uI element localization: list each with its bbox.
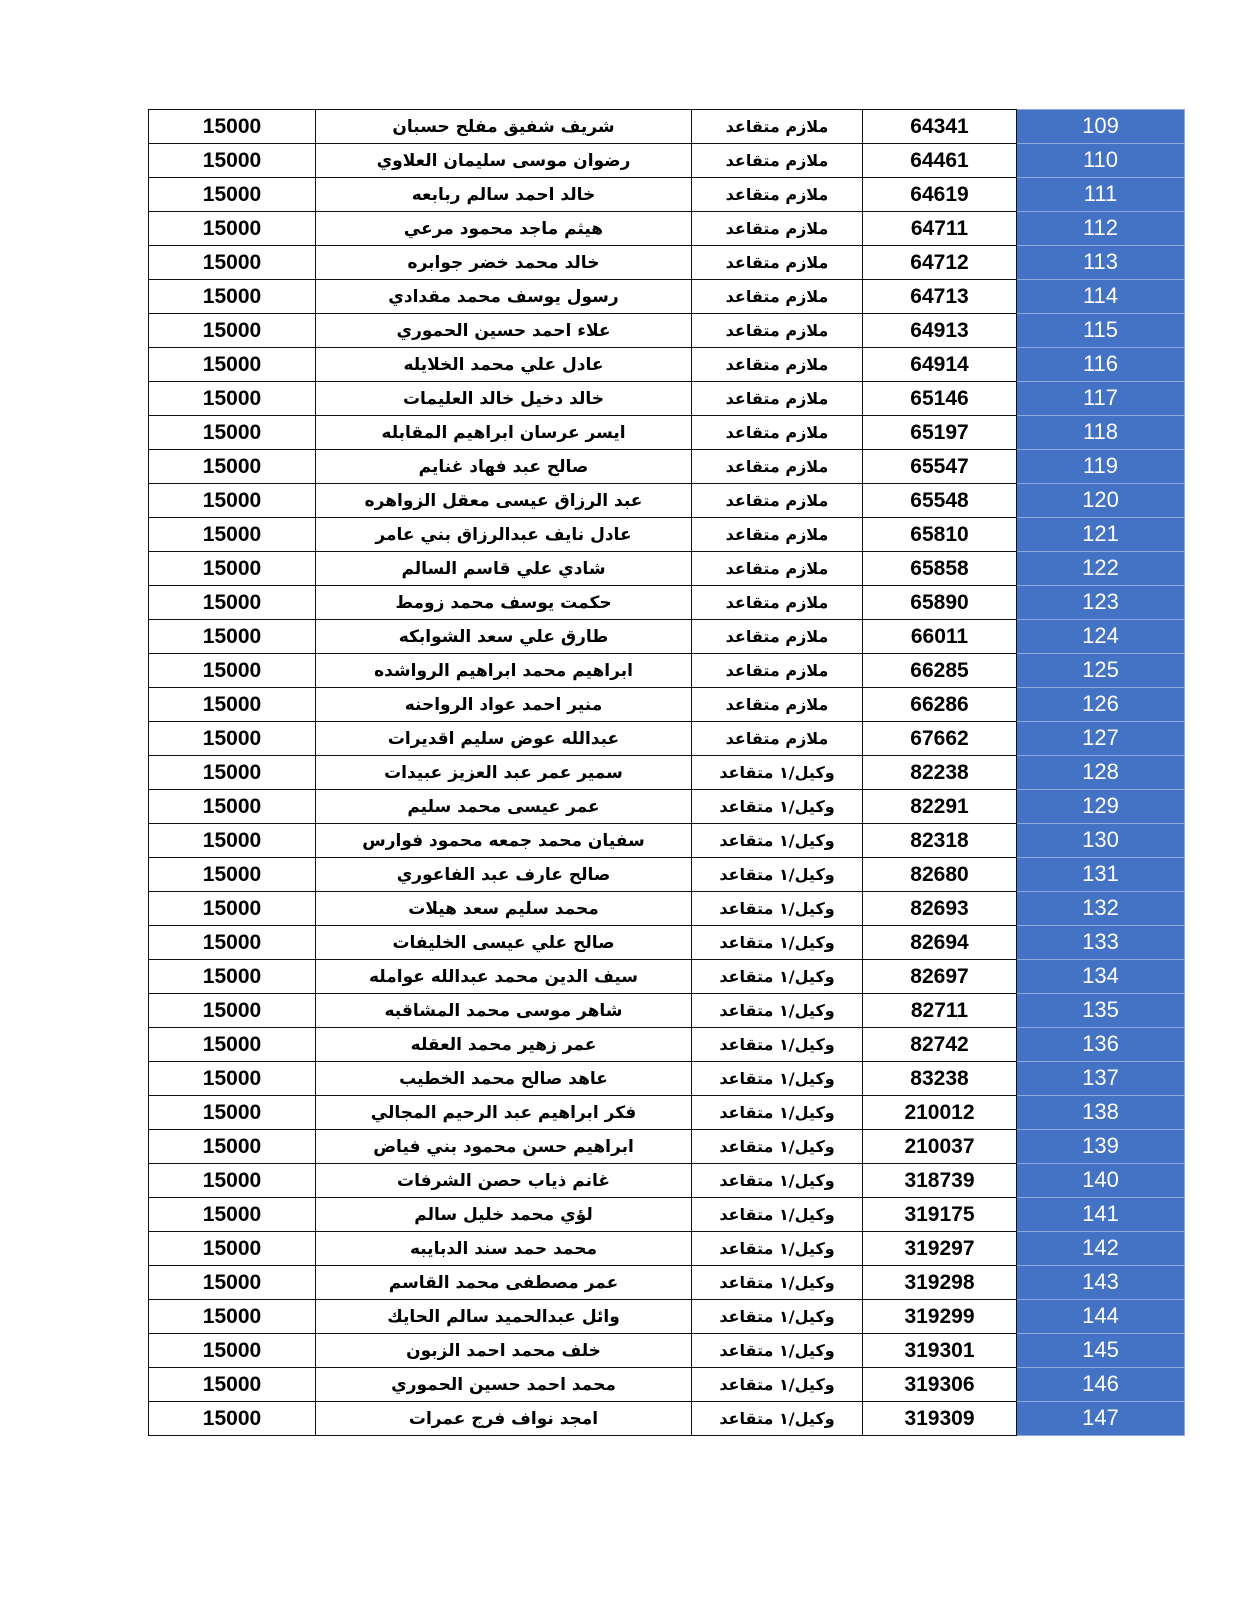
amount-cell: 15000: [149, 1334, 316, 1368]
sequence-number-cell: 130: [1017, 824, 1185, 858]
amount-cell: 15000: [149, 722, 316, 756]
name-cell: سفيان محمد جمعه محمود فوارس: [316, 824, 692, 858]
military-id-cell: 319306: [863, 1368, 1017, 1402]
name-cell: طارق علي سعد الشوابكه: [316, 620, 692, 654]
amount-cell: 15000: [149, 654, 316, 688]
sequence-number-cell: 145: [1017, 1334, 1185, 1368]
sequence-number-cell: 141: [1017, 1198, 1185, 1232]
table-row: [149, 960, 1185, 994]
name-cell: فكر ابراهيم عبد الرحيم المجالي: [316, 1096, 692, 1130]
military-id-cell: 65858: [863, 552, 1017, 586]
name-cell: ابراهيم محمد ابراهيم الرواشده: [316, 654, 692, 688]
sequence-number-cell: 116: [1017, 348, 1185, 382]
name-cell: صالح علي عيسى الخليفات: [316, 926, 692, 960]
sequence-number-cell: 113: [1017, 246, 1185, 280]
sequence-number-cell: 128: [1017, 756, 1185, 790]
retirees-table: [148, 109, 1185, 1436]
table-row: [149, 1096, 1185, 1130]
amount-cell: 15000: [149, 1266, 316, 1300]
sequence-number-cell: 117: [1017, 382, 1185, 416]
sequence-number-cell: 133: [1017, 926, 1185, 960]
rank-cell: وكيل/١ متقاعد: [692, 1266, 863, 1300]
sequence-number-cell: 122: [1017, 552, 1185, 586]
name-cell: وائل عبدالحميد سالم الحايك: [316, 1300, 692, 1334]
sequence-number-cell: 143: [1017, 1266, 1185, 1300]
amount-cell: 15000: [149, 416, 316, 450]
table-row: [149, 892, 1185, 926]
table-row: [149, 586, 1185, 620]
amount-cell: 15000: [149, 1368, 316, 1402]
name-cell: عمر عيسى محمد سليم: [316, 790, 692, 824]
sequence-number-cell: 127: [1017, 722, 1185, 756]
table-row: [149, 824, 1185, 858]
amount-cell: 15000: [149, 824, 316, 858]
table-row: [149, 620, 1185, 654]
sequence-number-cell: 109: [1017, 110, 1185, 144]
military-id-cell: 210012: [863, 1096, 1017, 1130]
name-cell: محمد سليم سعد هيلات: [316, 892, 692, 926]
sequence-number-cell: 132: [1017, 892, 1185, 926]
rank-cell: ملازم متقاعد: [692, 382, 863, 416]
name-cell: عمر مصطفى محمد القاسم: [316, 1266, 692, 1300]
table-row: [149, 416, 1185, 450]
rank-cell: وكيل/١ متقاعد: [692, 1198, 863, 1232]
sequence-number-cell: 112: [1017, 212, 1185, 246]
table-row: [149, 858, 1185, 892]
table-row: [149, 994, 1185, 1028]
rank-cell: ملازم متقاعد: [692, 280, 863, 314]
table-row: [149, 1402, 1185, 1436]
sequence-number-cell: 125: [1017, 654, 1185, 688]
sequence-number-cell: 118: [1017, 416, 1185, 450]
name-cell: ايسر عرسان ابراهيم المقابله: [316, 416, 692, 450]
table-row: [149, 212, 1185, 246]
sequence-number-cell: 126: [1017, 688, 1185, 722]
rank-cell: ملازم متقاعد: [692, 518, 863, 552]
rank-cell: ملازم متقاعد: [692, 450, 863, 484]
name-cell: خالد احمد سالم ربابعه: [316, 178, 692, 212]
name-cell: خالد محمد خضر جوابره: [316, 246, 692, 280]
military-id-cell: 319297: [863, 1232, 1017, 1266]
military-id-cell: 83238: [863, 1062, 1017, 1096]
name-cell: شادي علي قاسم السالم: [316, 552, 692, 586]
sequence-number-cell: 124: [1017, 620, 1185, 654]
name-cell: صالح عبد فهاد غنايم: [316, 450, 692, 484]
rank-cell: وكيل/١ متقاعد: [692, 892, 863, 926]
rank-cell: ملازم متقاعد: [692, 110, 863, 144]
name-cell: خلف محمد احمد الزبون: [316, 1334, 692, 1368]
military-id-cell: 65810: [863, 518, 1017, 552]
rank-cell: ملازم متقاعد: [692, 178, 863, 212]
name-cell: امجد نواف فرج عمرات: [316, 1402, 692, 1436]
sequence-number-cell: 147: [1017, 1402, 1185, 1436]
military-id-cell: 65547: [863, 450, 1017, 484]
amount-cell: 15000: [149, 926, 316, 960]
amount-cell: 15000: [149, 586, 316, 620]
table-row: [149, 1028, 1185, 1062]
sequence-number-cell: 123: [1017, 586, 1185, 620]
amount-cell: 15000: [149, 1300, 316, 1334]
table-row: [149, 1266, 1185, 1300]
rank-cell: وكيل/١ متقاعد: [692, 1028, 863, 1062]
rank-cell: ملازم متقاعد: [692, 654, 863, 688]
name-cell: هيثم ماجد محمود مرعي: [316, 212, 692, 246]
amount-cell: 15000: [149, 518, 316, 552]
amount-cell: 15000: [149, 552, 316, 586]
rank-cell: ملازم متقاعد: [692, 314, 863, 348]
sequence-number-cell: 111: [1017, 178, 1185, 212]
table-row: [149, 1062, 1185, 1096]
amount-cell: 15000: [149, 382, 316, 416]
table-row: [149, 756, 1185, 790]
rank-cell: وكيل/١ متقاعد: [692, 1334, 863, 1368]
rank-cell: وكيل/١ متقاعد: [692, 960, 863, 994]
military-id-cell: 82680: [863, 858, 1017, 892]
amount-cell: 15000: [149, 790, 316, 824]
rank-cell: وكيل/١ متقاعد: [692, 824, 863, 858]
rank-cell: وكيل/١ متقاعد: [692, 858, 863, 892]
amount-cell: 15000: [149, 1232, 316, 1266]
rank-cell: وكيل/١ متقاعد: [692, 1232, 863, 1266]
military-id-cell: 65146: [863, 382, 1017, 416]
military-id-cell: 64461: [863, 144, 1017, 178]
amount-cell: 15000: [149, 858, 316, 892]
amount-cell: 15000: [149, 1198, 316, 1232]
military-id-cell: 210037: [863, 1130, 1017, 1164]
table-row: [149, 1368, 1185, 1402]
amount-cell: 15000: [149, 280, 316, 314]
sequence-number-cell: 135: [1017, 994, 1185, 1028]
amount-cell: 15000: [149, 144, 316, 178]
military-id-cell: 82693: [863, 892, 1017, 926]
sequence-number-cell: 134: [1017, 960, 1185, 994]
rank-cell: ملازم متقاعد: [692, 212, 863, 246]
sequence-number-cell: 146: [1017, 1368, 1185, 1402]
amount-cell: 15000: [149, 1402, 316, 1436]
name-cell: سمير عمر عبد العزيز عبيدات: [316, 756, 692, 790]
rank-cell: وكيل/١ متقاعد: [692, 1164, 863, 1198]
name-cell: محمد حمد سند الدبايبه: [316, 1232, 692, 1266]
rank-cell: وكيل/١ متقاعد: [692, 790, 863, 824]
rank-cell: وكيل/١ متقاعد: [692, 1130, 863, 1164]
rank-cell: ملازم متقاعد: [692, 722, 863, 756]
name-cell: ابراهيم حسن محمود بني فياض: [316, 1130, 692, 1164]
military-id-cell: 82291: [863, 790, 1017, 824]
table-row: [149, 518, 1185, 552]
sequence-number-cell: 137: [1017, 1062, 1185, 1096]
military-id-cell: 66285: [863, 654, 1017, 688]
name-cell: عادل نايف عبدالرزاق بني عامر: [316, 518, 692, 552]
name-cell: عادل علي محمد الخلايله: [316, 348, 692, 382]
amount-cell: 15000: [149, 756, 316, 790]
military-id-cell: 319309: [863, 1402, 1017, 1436]
rank-cell: ملازم متقاعد: [692, 416, 863, 450]
rank-cell: وكيل/١ متقاعد: [692, 756, 863, 790]
sequence-number-cell: 120: [1017, 484, 1185, 518]
name-cell: عمر زهير محمد العقله: [316, 1028, 692, 1062]
sequence-number-cell: 131: [1017, 858, 1185, 892]
name-cell: خالد دخيل خالد العليمات: [316, 382, 692, 416]
rank-cell: ملازم متقاعد: [692, 246, 863, 280]
table-row: [149, 178, 1185, 212]
name-cell: لؤي محمد خليل سالم: [316, 1198, 692, 1232]
military-id-cell: 64341: [863, 110, 1017, 144]
name-cell: منير احمد عواد الرواحنه: [316, 688, 692, 722]
name-cell: رضوان موسى سليمان العلاوي: [316, 144, 692, 178]
table-row: [149, 1232, 1185, 1266]
name-cell: عبدالله عوض سليم اقديرات: [316, 722, 692, 756]
amount-cell: 15000: [149, 110, 316, 144]
table-row: [149, 1164, 1185, 1198]
table-row: [149, 314, 1185, 348]
table-row: [149, 552, 1185, 586]
name-cell: شاهر موسى محمد المشاقبه: [316, 994, 692, 1028]
rank-cell: وكيل/١ متقاعد: [692, 926, 863, 960]
table-row: [149, 450, 1185, 484]
amount-cell: 15000: [149, 892, 316, 926]
table-row: [149, 110, 1185, 144]
table-body: [149, 110, 1185, 1436]
military-id-cell: 65197: [863, 416, 1017, 450]
name-cell: علاء احمد حسين الحموري: [316, 314, 692, 348]
military-id-cell: 65548: [863, 484, 1017, 518]
rank-cell: وكيل/١ متقاعد: [692, 1096, 863, 1130]
table-row: [149, 484, 1185, 518]
amount-cell: 15000: [149, 688, 316, 722]
sequence-number-cell: 142: [1017, 1232, 1185, 1266]
sequence-number-cell: 140: [1017, 1164, 1185, 1198]
table-row: [149, 348, 1185, 382]
amount-cell: 15000: [149, 178, 316, 212]
military-id-cell: 64711: [863, 212, 1017, 246]
table-row: [149, 790, 1185, 824]
sequence-number-cell: 121: [1017, 518, 1185, 552]
table-row: [149, 1198, 1185, 1232]
amount-cell: 15000: [149, 620, 316, 654]
military-id-cell: 82318: [863, 824, 1017, 858]
military-id-cell: 64913: [863, 314, 1017, 348]
name-cell: صالح عارف عبد الفاعوري: [316, 858, 692, 892]
table-row: [149, 144, 1185, 178]
table-row: [149, 246, 1185, 280]
rank-cell: وكيل/١ متقاعد: [692, 1300, 863, 1334]
military-id-cell: 319299: [863, 1300, 1017, 1334]
military-id-cell: 67662: [863, 722, 1017, 756]
amount-cell: 15000: [149, 1130, 316, 1164]
table-row: [149, 688, 1185, 722]
table-row: [149, 280, 1185, 314]
sequence-number-cell: 139: [1017, 1130, 1185, 1164]
table-row: [149, 1130, 1185, 1164]
amount-cell: 15000: [149, 1062, 316, 1096]
sequence-number-cell: 115: [1017, 314, 1185, 348]
name-cell: محمد احمد حسين الحموري: [316, 1368, 692, 1402]
sequence-number-cell: 144: [1017, 1300, 1185, 1334]
table-row: [149, 926, 1185, 960]
amount-cell: 15000: [149, 314, 316, 348]
military-id-cell: 82697: [863, 960, 1017, 994]
rank-cell: ملازم متقاعد: [692, 586, 863, 620]
rank-cell: وكيل/١ متقاعد: [692, 994, 863, 1028]
name-cell: عبد الرزاق عيسى معقل الزواهره: [316, 484, 692, 518]
rank-cell: ملازم متقاعد: [692, 552, 863, 586]
rank-cell: ملازم متقاعد: [692, 484, 863, 518]
military-id-cell: 319298: [863, 1266, 1017, 1300]
sequence-number-cell: 136: [1017, 1028, 1185, 1062]
amount-cell: 15000: [149, 246, 316, 280]
rank-cell: ملازم متقاعد: [692, 688, 863, 722]
name-cell: سيف الدين محمد عبدالله عوامله: [316, 960, 692, 994]
table-row: [149, 654, 1185, 688]
rank-cell: ملازم متقاعد: [692, 348, 863, 382]
military-id-cell: 319301: [863, 1334, 1017, 1368]
sequence-number-cell: 129: [1017, 790, 1185, 824]
amount-cell: 15000: [149, 1096, 316, 1130]
table-row: [149, 382, 1185, 416]
amount-cell: 15000: [149, 994, 316, 1028]
rank-cell: وكيل/١ متقاعد: [692, 1062, 863, 1096]
military-id-cell: 82238: [863, 756, 1017, 790]
name-cell: رسول يوسف محمد مقدادي: [316, 280, 692, 314]
rank-cell: وكيل/١ متقاعد: [692, 1368, 863, 1402]
military-id-cell: 66011: [863, 620, 1017, 654]
military-id-cell: 82742: [863, 1028, 1017, 1062]
name-cell: حكمت يوسف محمد زومط: [316, 586, 692, 620]
rank-cell: ملازم متقاعد: [692, 144, 863, 178]
sequence-number-cell: 114: [1017, 280, 1185, 314]
military-id-cell: 318739: [863, 1164, 1017, 1198]
military-id-cell: 64712: [863, 246, 1017, 280]
amount-cell: 15000: [149, 212, 316, 246]
sequence-number-cell: 119: [1017, 450, 1185, 484]
military-id-cell: 319175: [863, 1198, 1017, 1232]
table-row: [149, 1300, 1185, 1334]
amount-cell: 15000: [149, 484, 316, 518]
name-cell: شريف شفيق مفلح حسبان: [316, 110, 692, 144]
military-id-cell: 66286: [863, 688, 1017, 722]
amount-cell: 15000: [149, 1028, 316, 1062]
military-id-cell: 82694: [863, 926, 1017, 960]
name-cell: غانم ذياب حصن الشرفات: [316, 1164, 692, 1198]
military-id-cell: 64619: [863, 178, 1017, 212]
rank-cell: ملازم متقاعد: [692, 620, 863, 654]
sequence-number-cell: 110: [1017, 144, 1185, 178]
military-id-cell: 64914: [863, 348, 1017, 382]
military-id-cell: 64713: [863, 280, 1017, 314]
amount-cell: 15000: [149, 450, 316, 484]
sequence-number-cell: 138: [1017, 1096, 1185, 1130]
rank-cell: وكيل/١ متقاعد: [692, 1402, 863, 1436]
amount-cell: 15000: [149, 348, 316, 382]
military-id-cell: 82711: [863, 994, 1017, 1028]
table-row: [149, 1334, 1185, 1368]
amount-cell: 15000: [149, 960, 316, 994]
name-cell: عاهد صالح محمد الخطيب: [316, 1062, 692, 1096]
military-id-cell: 65890: [863, 586, 1017, 620]
table-row: [149, 722, 1185, 756]
amount-cell: 15000: [149, 1164, 316, 1198]
